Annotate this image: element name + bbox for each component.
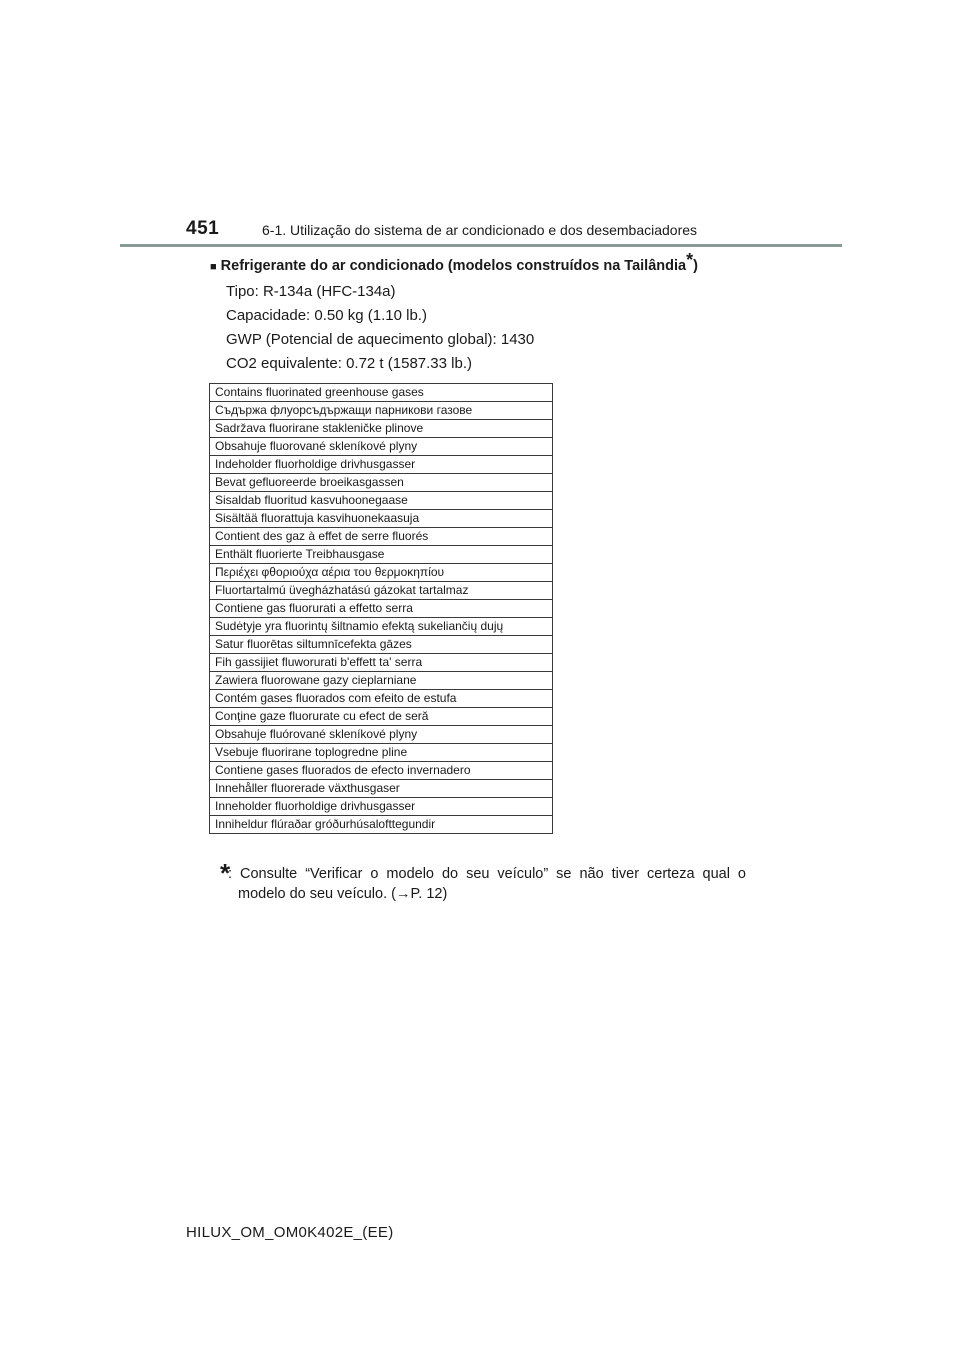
table-cell: Conţine gaze fluorurate cu efect de seră — [210, 708, 553, 726]
table-cell: Sadržava fluorirane stakleničke plinove — [210, 420, 553, 438]
table-row — [210, 510, 553, 528]
table-cell: Fih gassijiet fluworurati b'effett ta' serra — [210, 654, 553, 672]
table-cell: Enthält fluorierte Treibhausgase — [210, 546, 553, 564]
spec-co2: CO2 equivalente: 0.72 t (1587.33 lb.) — [226, 355, 472, 372]
table-row — [210, 762, 553, 780]
table-row — [210, 456, 553, 474]
table-row — [210, 744, 553, 762]
table-cell: Bevat gefluoreerde broeikasgassen — [210, 474, 553, 492]
table-row — [210, 798, 553, 816]
table-row — [210, 420, 553, 438]
heading-text: Refrigerante do ar condicionado (modelos construídos na Tailândia — [220, 258, 687, 274]
table-cell: Innehåller fluorerade växthusgaser — [210, 780, 553, 798]
header-rule — [120, 244, 842, 247]
table-cell: Inneholder fluorholdige drivhusgasser — [210, 798, 553, 816]
spec-capacity: Capacidade: 0.50 kg (1.10 lb.) — [226, 307, 427, 324]
table-row — [210, 690, 553, 708]
table-row — [210, 600, 553, 618]
table-cell: Sisaldab fluoritud kasvuhoonegaase — [210, 492, 553, 510]
table-cell: Съдържа флуорсъдържащи парникови газове — [210, 402, 553, 420]
table-row — [210, 780, 553, 798]
table-cell: Satur fluorētas siltumnīcefekta gāzes — [210, 636, 553, 654]
square-bullet-icon: ■ — [210, 261, 217, 273]
footnote — [220, 858, 746, 904]
table-cell: Περιέχει φθοριούχα αέρια του θερμοκηπίου — [210, 564, 553, 582]
table-cell: Vsebuje fluorirane toplogredne pline — [210, 744, 553, 762]
footnote-line-2: modelo do seu veículo. (→P. 12) — [238, 886, 448, 902]
table-cell: Sisältää fluorattuja kasvihuonekaasuja — [210, 510, 553, 528]
table-cell: Fluortartalmú üvegházhatású gázokat tartalmaz — [210, 582, 553, 600]
page-number: 451 — [186, 218, 220, 239]
spec-type: Tipo: R-134a (HFC-134a) — [226, 283, 396, 300]
refrigerant-specs — [226, 280, 534, 376]
table-row — [210, 618, 553, 636]
table-row — [210, 708, 553, 726]
section-title: 6-1. Utilização do sistema de ar condicionado e dos desembaciadores — [262, 222, 698, 238]
greenhouse-gas-table — [209, 383, 553, 834]
table-cell: Obsahuje fluorované skleníkové plyny — [210, 438, 553, 456]
table-cell: Sudėtyje yra fluorintų šiltnamio efektą sukeliančių dujų — [210, 618, 553, 636]
spec-gwp: GWP (Potencial de aquecimento global): 1430 — [226, 331, 535, 348]
asterisk-mark: * — [686, 250, 694, 270]
table-row — [210, 492, 553, 510]
table-cell: Contains fluorinated greenhouse gases — [210, 384, 553, 402]
table-row — [210, 816, 553, 834]
table-row — [210, 438, 553, 456]
table-cell: Zawiera fluorowane gazy cieplarniane — [210, 672, 553, 690]
table-cell: Obsahuje fluórované skleníkové plyny — [210, 726, 553, 744]
footnote-line-1: : Consulte “Verificar o modelo do seu veículo” se não tiver certeza qual o — [228, 866, 746, 882]
table-cell: Contient des gaz à effet de serre fluorés — [210, 528, 553, 546]
document-code: HILUX_OM_OM0K402E_(EE) — [186, 1224, 394, 1241]
table-row — [210, 474, 553, 492]
table-cell: Contiene gas fluorurati a effetto serra — [210, 600, 553, 618]
table-row — [210, 402, 553, 420]
table-row — [210, 582, 553, 600]
table-cell: Inniheldur flúraðar gróðurhúsalofttegundir — [210, 816, 553, 834]
table-cell: Contiene gases fluorados de efecto invernadero — [210, 762, 553, 780]
table-row — [210, 546, 553, 564]
table-cell: Indeholder fluorholdige drivhusgasser — [210, 456, 553, 474]
table-cell: Contém gases fluorados com efeito de estufa — [210, 690, 553, 708]
table-row — [210, 384, 553, 402]
table-row — [210, 726, 553, 744]
table-row — [210, 654, 553, 672]
footnote-asterisk: * — [220, 858, 231, 888]
table-row — [210, 564, 553, 582]
heading-close: ) — [693, 258, 698, 274]
table-row — [210, 672, 553, 690]
table-row — [210, 636, 553, 654]
table-row — [210, 528, 553, 546]
refrigerant-heading — [210, 250, 698, 274]
